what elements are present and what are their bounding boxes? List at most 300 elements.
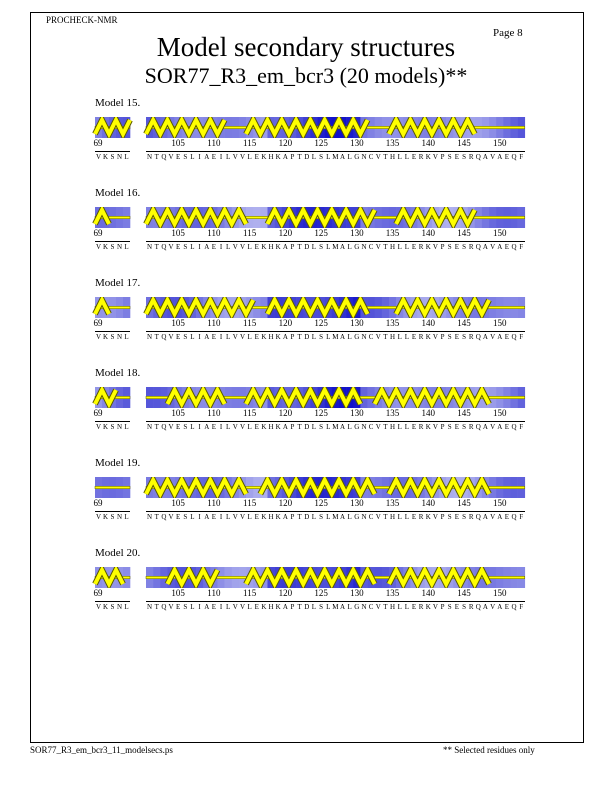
residue-letter: K	[275, 513, 281, 521]
residue-letter: Q	[511, 333, 517, 341]
model-panel	[0, 187, 612, 277]
residue-letter: E	[411, 243, 417, 251]
residue-letter: Q	[475, 333, 481, 341]
residue-letter: Q	[161, 423, 167, 431]
residue-letter: D	[304, 423, 310, 431]
residue-letter: L	[247, 423, 252, 431]
footer-note: ** Selected residues only	[443, 745, 535, 755]
residue-letter: L	[347, 603, 352, 611]
residue-letter: L	[124, 153, 129, 161]
residue-letter: K	[261, 513, 267, 521]
residue-number-label: 110	[207, 138, 221, 148]
residue-letter: K	[425, 423, 431, 431]
residue-letter: E	[211, 513, 217, 521]
residue-letter: K	[275, 153, 281, 161]
residue-letter: T	[154, 513, 159, 521]
residue-letter: A	[282, 243, 288, 251]
model-label: Model 15.	[95, 97, 141, 109]
residue-letter: L	[190, 603, 195, 611]
residue-letter: E	[504, 333, 510, 341]
residue-number-label: 145	[457, 498, 471, 508]
residue-letter: M	[332, 153, 339, 161]
residue-letter: G	[354, 243, 360, 251]
residue-letter: K	[275, 333, 281, 341]
residue-letter: K	[102, 603, 109, 611]
residue-letter: V	[239, 243, 245, 251]
residue-letter: D	[304, 243, 310, 251]
residue-letter: E	[504, 513, 510, 521]
residue-letter: V	[232, 153, 238, 161]
residue-number-label: 105	[171, 588, 185, 598]
residue-number-label: 140	[421, 138, 436, 148]
residue-letter: K	[275, 603, 281, 611]
residue-letter: V	[168, 243, 174, 251]
residue-number-label: 145	[457, 228, 471, 238]
residue-number-label: 130	[350, 138, 364, 148]
residue-letter: A	[204, 513, 210, 521]
residue-letter: V	[239, 333, 245, 341]
sequence-divider	[146, 331, 525, 332]
residue-number-label: 110	[207, 408, 221, 418]
residue-letter: N	[361, 603, 367, 611]
residue-letter: T	[154, 333, 159, 341]
residue-letter: E	[211, 333, 217, 341]
residue-letter: L	[347, 243, 352, 251]
residue-number-label: 125	[314, 588, 328, 598]
residue-letter: F	[519, 333, 524, 341]
residue-letter: V	[168, 423, 174, 431]
residue-letter: L	[247, 513, 252, 521]
residue-letter: A	[497, 243, 503, 251]
residue-letter: V	[232, 603, 238, 611]
residue-letter: T	[297, 243, 302, 251]
residue-letter: V	[432, 153, 438, 161]
residue-letter: R	[468, 153, 474, 161]
residue-letter: E	[411, 423, 417, 431]
residue-letter: G	[354, 333, 360, 341]
residue-letter: V	[490, 243, 496, 251]
residue-letter: L	[311, 513, 317, 521]
residue-number-label: 150	[493, 138, 507, 148]
residue-letter: E	[454, 423, 460, 431]
residue-letter: E	[504, 603, 510, 611]
residue-letter: S	[319, 423, 324, 431]
residue-letter: V	[490, 603, 496, 611]
residue-letter: K	[102, 243, 109, 251]
secondary-structure-strip	[0, 567, 612, 588]
residue-letter: K	[425, 513, 431, 521]
footer-filename: SOR77_R3_em_bcr3_11_modelsecs.ps	[30, 745, 173, 755]
residue-letter: I	[198, 243, 201, 251]
residue-letter: P	[440, 603, 445, 611]
coil-line	[95, 486, 130, 488]
residue-number-label: 69	[93, 498, 103, 508]
residue-letter: K	[102, 153, 109, 161]
residue-letter: H	[268, 423, 274, 431]
residue-number-label: 150	[493, 498, 507, 508]
residue-letter: E	[454, 513, 460, 521]
residue-number-label: 120	[278, 588, 293, 598]
residue-letter: N	[116, 333, 123, 341]
sequence-divider	[146, 151, 525, 152]
residue-letter: I	[219, 423, 223, 431]
residue-letter: T	[297, 153, 302, 161]
residue-letter: K	[261, 333, 267, 341]
residue-letter: R	[418, 603, 424, 611]
residue-number-label: 135	[385, 138, 400, 148]
residue-letter: L	[326, 243, 331, 251]
secondary-structure-strip	[0, 387, 612, 408]
residue-letter: C	[368, 243, 374, 251]
residue-letter: S	[462, 243, 466, 251]
residue-letter: N	[147, 513, 153, 521]
residue-letter: V	[232, 333, 238, 341]
residue-letter: A	[340, 423, 346, 431]
residue-number-label: 120	[278, 228, 293, 238]
residue-number-label: 115	[243, 408, 257, 418]
residue-letter: I	[198, 153, 201, 161]
residue-letter: P	[290, 243, 295, 251]
model-panel	[0, 367, 612, 457]
residue-letter: Q	[511, 513, 517, 521]
residue-letter: I	[219, 153, 223, 161]
model-label: Model 17.	[95, 277, 141, 289]
residue-letter: L	[397, 423, 402, 431]
residue-letter: L	[397, 243, 402, 251]
residue-letter: N	[147, 243, 153, 251]
residue-letter: M	[332, 513, 339, 521]
residue-letter: L	[190, 243, 195, 251]
residue-letter: S	[183, 243, 188, 251]
residue-letter: L	[124, 603, 129, 611]
residue-number-label: 105	[171, 498, 185, 508]
residue-number-label: 130	[350, 498, 364, 508]
residue-letter: L	[404, 333, 409, 341]
residue-letter: V	[232, 423, 238, 431]
residue-letter: D	[304, 333, 310, 341]
residue-letter: V	[375, 513, 381, 521]
residue-letter: N	[361, 243, 367, 251]
residue-letter: A	[282, 333, 288, 341]
residue-letter: S	[183, 153, 188, 161]
residue-letter: S	[319, 333, 324, 341]
residue-letter: T	[383, 423, 388, 431]
residue-letter: F	[519, 243, 524, 251]
residue-letter: V	[232, 243, 238, 251]
residue-letter: P	[290, 153, 295, 161]
residue-letter: R	[418, 423, 424, 431]
residue-number-label: 105	[171, 318, 185, 328]
residue-letter: L	[124, 513, 129, 521]
residue-letter: V	[490, 153, 496, 161]
residue-letter: V	[490, 513, 496, 521]
residue-letter: S	[110, 333, 115, 341]
residue-letter: H	[390, 243, 396, 251]
residue-letter: A	[497, 603, 503, 611]
residue-number-axis	[0, 498, 612, 512]
residue-letter: A	[204, 333, 210, 341]
residue-number-label: 120	[278, 408, 293, 418]
sequence-divider	[95, 151, 130, 152]
residue-letter: S	[319, 243, 324, 251]
sequence-divider	[146, 601, 525, 602]
residue-letter: L	[226, 423, 231, 431]
residue-letter: L	[326, 603, 331, 611]
residue-number-label: 120	[278, 138, 293, 148]
residue-number-label: 125	[314, 318, 328, 328]
secondary-structure-strip	[0, 207, 612, 228]
residue-letter: K	[102, 423, 109, 431]
residue-letter: M	[332, 423, 339, 431]
residue-letter: D	[304, 513, 310, 521]
residue-letter: L	[347, 513, 352, 521]
residue-letter: L	[347, 153, 352, 161]
residue-letter: K	[261, 603, 267, 611]
sequence-divider	[146, 421, 525, 422]
residue-letter: T	[297, 603, 302, 611]
residue-letter: E	[176, 423, 181, 431]
page-subtitle: SOR77_R3_em_bcr3 (20 models)**	[144, 63, 468, 88]
residue-letter: A	[204, 243, 210, 251]
residue-number-label: 140	[421, 498, 436, 508]
residue-letter: L	[124, 423, 129, 431]
residue-number-label: 125	[314, 408, 328, 418]
residue-number-label: 120	[278, 498, 293, 508]
residue-letter: K	[102, 513, 109, 521]
residue-letter: S	[183, 333, 188, 341]
residue-letter: N	[361, 513, 367, 521]
residue-letter: H	[268, 243, 274, 251]
residue-letter: L	[326, 513, 331, 521]
residue-letter: A	[282, 603, 288, 611]
residue-letter: S	[183, 423, 188, 431]
residue-letter: F	[519, 603, 524, 611]
residue-letter: H	[390, 603, 396, 611]
residue-letter: T	[154, 243, 159, 251]
residue-letter: T	[383, 603, 388, 611]
residue-letter: K	[425, 153, 431, 161]
residue-letter: A	[482, 153, 488, 161]
residue-letter: L	[190, 153, 195, 161]
residue-letter: S	[110, 513, 115, 521]
residue-letter: Q	[161, 333, 167, 341]
residue-letter: H	[268, 333, 274, 341]
residue-letter: V	[375, 153, 381, 161]
residue-number-label: 145	[457, 408, 471, 418]
residue-letter: E	[504, 243, 510, 251]
residue-letter: Q	[511, 423, 517, 431]
model-label: Model 16.	[95, 187, 141, 199]
residue-letter: L	[326, 423, 331, 431]
residue-letter: P	[290, 423, 295, 431]
residue-letter: V	[95, 243, 102, 251]
residue-letter: K	[275, 423, 281, 431]
residue-letter: A	[497, 333, 503, 341]
residue-letter: A	[482, 333, 488, 341]
sequence-divider	[95, 511, 130, 512]
residue-letter: E	[176, 153, 181, 161]
residue-letter: A	[340, 333, 346, 341]
residue-letter: T	[297, 333, 302, 341]
secondary-structure-strip	[0, 477, 612, 498]
residue-number-label: 130	[350, 318, 364, 328]
residue-letter: V	[239, 423, 245, 431]
residue-number-label: 140	[421, 588, 436, 598]
residue-letter: E	[254, 243, 259, 251]
residue-letter: C	[368, 423, 374, 431]
residue-letter: R	[418, 153, 424, 161]
residue-letter: E	[176, 603, 181, 611]
secondary-structure-strip	[0, 117, 612, 138]
residue-letter: I	[219, 603, 223, 611]
residue-letter: L	[226, 603, 231, 611]
residue-letter: G	[354, 153, 360, 161]
residue-letter: A	[482, 423, 488, 431]
residue-letter: I	[198, 423, 201, 431]
residue-letter: S	[319, 153, 324, 161]
residue-letter: L	[226, 513, 231, 521]
residue-number-label: 145	[457, 588, 471, 598]
residue-letter: A	[340, 513, 346, 521]
residue-letter: V	[375, 243, 381, 251]
residue-letter: E	[254, 333, 259, 341]
residue-letter: A	[340, 243, 346, 251]
residue-letter: A	[482, 603, 488, 611]
residue-letter: K	[102, 333, 109, 341]
residue-letter: N	[361, 333, 367, 341]
residue-letter: E	[176, 333, 181, 341]
residue-letter: V	[490, 423, 496, 431]
residue-letter: E	[176, 243, 181, 251]
residue-letter: T	[383, 243, 388, 251]
residue-letter: L	[311, 243, 317, 251]
residue-letter: E	[411, 153, 417, 161]
residue-letter: V	[432, 423, 438, 431]
residue-letter: A	[482, 243, 488, 251]
residue-letter: S	[462, 423, 466, 431]
residue-letter: S	[319, 513, 324, 521]
residue-letter: L	[190, 333, 195, 341]
residue-letter: V	[95, 603, 102, 611]
residue-letter: A	[497, 423, 503, 431]
residue-letter: I	[198, 333, 201, 341]
residue-letter: C	[368, 513, 374, 521]
residue-letter: L	[397, 603, 402, 611]
residue-letter: T	[383, 153, 388, 161]
residue-letter: S	[447, 603, 452, 611]
residue-letter: P	[290, 603, 295, 611]
residue-letter: L	[326, 153, 331, 161]
residue-letter: V	[239, 603, 245, 611]
sequence-divider	[146, 511, 525, 512]
residue-letter: S	[110, 153, 115, 161]
residue-letter: S	[447, 243, 452, 251]
residue-letter: Q	[475, 603, 481, 611]
residue-letter: T	[154, 153, 159, 161]
residue-number-label: 69	[93, 318, 103, 328]
model-label: Model 19.	[95, 457, 141, 469]
residue-letter: V	[375, 603, 381, 611]
residue-number-label: 125	[314, 138, 328, 148]
residue-number-label: 140	[421, 228, 436, 238]
residue-letter: M	[332, 333, 339, 341]
residue-letter: P	[440, 423, 445, 431]
residue-letter: P	[290, 513, 295, 521]
residue-number-label: 125	[314, 228, 328, 238]
residue-letter: A	[340, 603, 346, 611]
residue-letter: S	[110, 243, 115, 251]
residue-letter: L	[311, 603, 317, 611]
residue-letter: Q	[511, 153, 517, 161]
residue-letter: M	[332, 243, 339, 251]
sequence-divider	[95, 241, 130, 242]
residue-letter: V	[95, 153, 102, 161]
residue-letter: V	[432, 603, 438, 611]
residue-letter: K	[275, 243, 281, 251]
residue-number-label: 110	[207, 318, 221, 328]
residue-letter: P	[440, 513, 445, 521]
residue-number-label: 130	[350, 588, 364, 598]
residue-letter: N	[147, 153, 153, 161]
residue-letter: C	[368, 333, 374, 341]
residue-letter: T	[154, 603, 159, 611]
residue-letter: E	[211, 243, 217, 251]
residue-letter: E	[454, 603, 460, 611]
residue-letter: N	[116, 423, 123, 431]
residue-letter: L	[124, 333, 129, 341]
sequence-divider	[146, 241, 525, 242]
residue-letter: L	[247, 243, 252, 251]
residue-letter: P	[440, 243, 445, 251]
residue-letter: L	[226, 243, 231, 251]
residue-letter: R	[418, 333, 424, 341]
residue-letter: R	[468, 333, 474, 341]
residue-letter: A	[497, 513, 503, 521]
residue-letter: Q	[475, 513, 481, 521]
residue-letter: F	[519, 423, 524, 431]
residue-letter: V	[375, 423, 381, 431]
residue-letter: R	[418, 513, 424, 521]
sequence-divider	[95, 331, 130, 332]
residue-letter: H	[268, 153, 274, 161]
residue-letter: T	[383, 333, 388, 341]
residue-letter: P	[290, 333, 295, 341]
residue-letter: Q	[161, 153, 167, 161]
model-panel	[0, 277, 612, 367]
residue-number-axis	[0, 588, 612, 602]
residue-letter: S	[447, 423, 452, 431]
residue-letter: Q	[161, 243, 167, 251]
residue-letter: R	[468, 423, 474, 431]
residue-letter: E	[411, 333, 417, 341]
page-title: Model secondary structures	[156, 32, 456, 62]
residue-letter: G	[354, 603, 360, 611]
residue-letter: N	[361, 423, 367, 431]
residue-letter: S	[183, 513, 188, 521]
residue-letter: V	[168, 603, 174, 611]
residue-letter: L	[247, 153, 252, 161]
residue-number-label: 150	[493, 408, 507, 418]
residue-number-label: 69	[93, 138, 103, 148]
residue-letter: E	[454, 243, 460, 251]
residue-letter: V	[232, 513, 238, 521]
residue-letter: V	[168, 153, 174, 161]
residue-letter: E	[504, 153, 510, 161]
residue-letter: H	[268, 513, 274, 521]
residue-letter: K	[261, 423, 267, 431]
residue-letter: E	[411, 513, 417, 521]
residue-number-label: 115	[243, 498, 257, 508]
